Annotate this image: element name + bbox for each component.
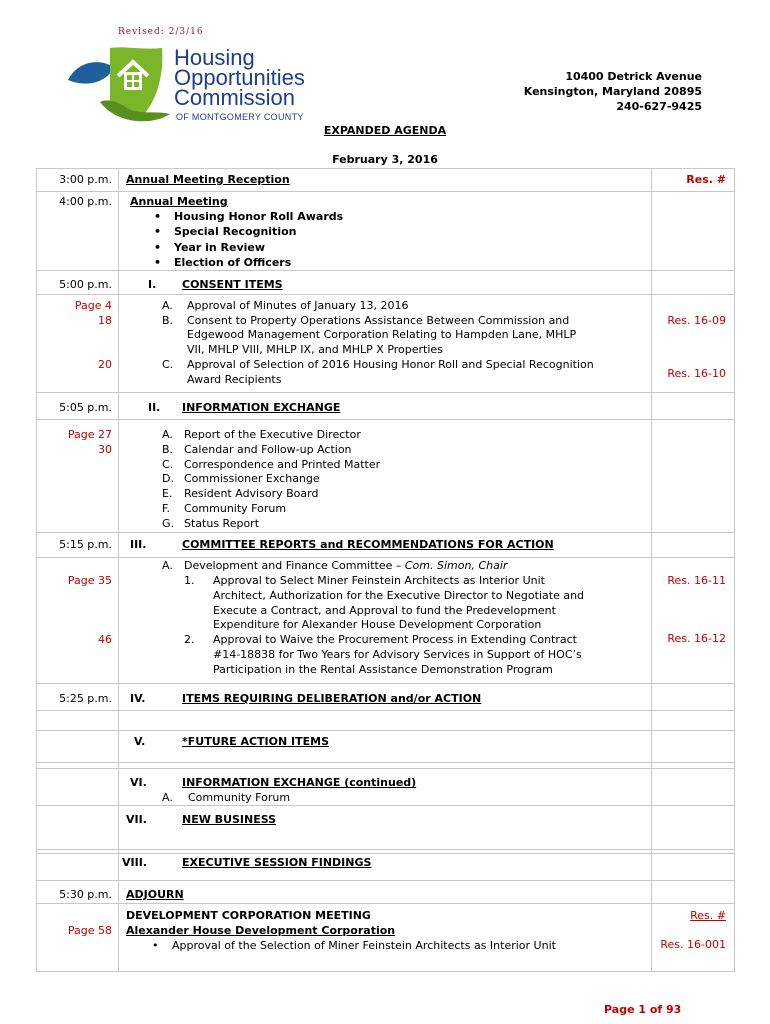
time-reception: 3:00 p.m. [59, 173, 112, 186]
res-number: Res. 16-11 [667, 574, 726, 587]
logo-line-commission: Commission [174, 85, 296, 110]
reception-label: Annual Meeting Reception [126, 173, 290, 186]
consent-item: Approval of Selection of 2016 Housing Honor Roll and Special Recognition [187, 358, 594, 371]
committee-item: Participation in the Rental Assistance Demonstration Program [213, 663, 553, 676]
section-num: VIII. [122, 856, 147, 869]
annual-item: • Housing Honor Roll Awards [174, 209, 343, 224]
item-letter: D. [162, 472, 174, 485]
info-item: Commissioner Exchange [184, 472, 320, 485]
section-num: I. [148, 278, 157, 291]
time-adjourn: 5:30 p.m. [59, 888, 112, 901]
address-street: 10400 Detrick Avenue [565, 70, 702, 83]
address-city: Kensington, Maryland 20895 [523, 85, 702, 98]
logo-line-housing: Housing [174, 45, 255, 70]
page-ref: Page 35 [67, 574, 112, 587]
agenda-date: February 3, 2016 [332, 153, 438, 166]
res-number: Res. 16-09 [667, 314, 726, 327]
info-item: Calendar and Follow-up Action [184, 443, 352, 456]
committee-name: Development and Finance Committee – [184, 559, 405, 572]
table-divider-res [651, 168, 652, 972]
page-ref: 30 [98, 443, 112, 456]
info-item: Report of the Executive Director [184, 428, 361, 441]
agenda-title: EXPANDED AGENDA [323, 124, 447, 137]
section-num: II. [148, 401, 161, 414]
row-rule [36, 683, 735, 684]
consent-item: VII, MHLP VIII, MHLP IX, and MHLP X Properties [187, 343, 443, 356]
devcorp-subheading: Alexander House Development Corporation [126, 924, 396, 937]
section-num: VII. [126, 813, 147, 826]
row-rule [36, 710, 735, 711]
future-heading: *FUTURE ACTION ITEMS [182, 735, 329, 748]
info2-heading: INFORMATION EXCHANGE (continued) [182, 776, 417, 789]
time-annual: 4:00 p.m. [59, 195, 112, 208]
item-letter: C. [162, 358, 174, 371]
res-header: Res. # [686, 173, 726, 186]
committee-item: #14-18838 for Two Years for Advisory Services in Support of HOC’s [213, 648, 582, 661]
page-ref: Page 4 [74, 299, 112, 312]
adjourn-label: ADJOURN [126, 888, 184, 901]
annual-label: Annual Meeting [130, 195, 228, 208]
res-number: Res. 16-10 [667, 367, 726, 380]
item-letter: C. [162, 458, 174, 471]
consent-item: Award Recipients [187, 373, 282, 386]
page-ref: Page 58 [67, 924, 112, 937]
info-item: Community Forum [184, 502, 287, 515]
row-rule [36, 419, 735, 420]
item-letter: A. [162, 299, 173, 312]
exec-heading: EXECUTIVE SESSION FINDINGS [182, 856, 372, 869]
row-rule [36, 532, 735, 533]
item-letter: A. [162, 428, 173, 441]
address-block [524, 69, 702, 114]
newbiz-heading: NEW BUSINESS [182, 813, 277, 826]
row-rule [36, 762, 735, 763]
row-rule [36, 294, 735, 295]
committee-item: Approval to Select Miner Feinstein Architects as Interior Unit [213, 574, 545, 587]
page-number: Page 1 of 93 [604, 1003, 682, 1016]
item-number: 2. [184, 633, 195, 646]
time-committee: 5:15 p.m. [59, 538, 112, 551]
consent-item: Edgewood Management Corporation Relating to Hampden Lane, MHLP [187, 328, 577, 341]
page-ref: Page 27 [67, 428, 112, 441]
item-letter: A. [162, 791, 173, 804]
revised-date: Revised: 2/3/16 [118, 27, 204, 37]
committee-item: Architect, Authorization for the Executive Director to Negotiate and [213, 589, 585, 602]
logo-county: OF MONTGOMERY COUNTY [176, 112, 304, 122]
res-number: Res. 16-12 [667, 632, 726, 645]
item-letter: A. [162, 559, 173, 572]
section-num: VI. [130, 776, 147, 789]
consent-item: Consent to Property Operations Assistance Between Commission and [187, 314, 570, 327]
info-item: Correspondence and Printed Matter [184, 458, 381, 471]
committee-heading: COMMITTEE REPORTS and RECOMMENDATIONS FOR ACTION [182, 538, 554, 551]
logo-leaf-icon [66, 42, 176, 126]
row-rule [36, 392, 735, 393]
devcorp-item: • Approval of the Selection of Miner Feinstein Architects as Interior Unit [172, 938, 556, 953]
res-number: Res. 16-001 [660, 938, 726, 951]
time-consent: 5:00 p.m. [59, 278, 112, 291]
consent-item: Approval of Minutes of January 13, 2016 [187, 299, 409, 312]
committee-item: Expenditure for Alexander House Development Corporation [213, 618, 542, 631]
hoc-logo [66, 42, 366, 126]
info-item: Status Report [184, 517, 260, 530]
item-letter: E. [162, 487, 173, 500]
page-ref: 46 [98, 633, 112, 646]
row-rule [36, 768, 735, 769]
committee-item: Execute a Contract, and Approval to fund the Predevelopment [213, 604, 556, 617]
committee-chair: Com. Simon, Chair [404, 559, 508, 572]
committee-item: Approval to Waive the Procurement Process in Extending Contract [213, 633, 577, 646]
row-rule [36, 730, 735, 731]
logo-wordmark [174, 45, 305, 110]
page-ref: 18 [98, 314, 112, 327]
row-rule [36, 903, 735, 904]
time-deliberation: 5:25 p.m. [59, 692, 112, 705]
info2-item: Community Forum [188, 791, 291, 804]
devcorp-heading: DEVELOPMENT CORPORATION MEETING [126, 909, 371, 922]
row-rule [36, 191, 735, 192]
address-phone: 240-627-9425 [616, 100, 702, 113]
row-rule [36, 805, 735, 806]
info-item: Resident Advisory Board [184, 487, 319, 500]
info-heading: INFORMATION EXCHANGE [182, 401, 341, 414]
item-letter: B. [162, 443, 174, 456]
annual-item: • Year in Review [174, 240, 265, 255]
row-rule [36, 880, 735, 881]
section-num: V. [134, 735, 146, 748]
annual-item: • Election of Officers [174, 255, 291, 270]
table-divider-time [118, 168, 119, 972]
row-rule [36, 270, 735, 271]
res-header: Res. # [690, 909, 726, 922]
item-number: 1. [184, 574, 195, 587]
section-num: III. [130, 538, 147, 551]
item-letter: F. [162, 502, 171, 515]
logo-line-opportunities: Opportunities [174, 65, 305, 90]
section-num: IV. [130, 692, 146, 705]
deliberation-heading: ITEMS REQUIRING DELIBERATION and/or ACTION [182, 692, 482, 705]
row-rule [36, 849, 735, 850]
page-ref: 20 [98, 358, 112, 371]
committee-subheading [184, 558, 507, 573]
annual-item: • Special Recognition [174, 224, 296, 239]
consent-heading: CONSENT ITEMS [182, 278, 283, 291]
row-rule [36, 853, 735, 854]
time-info: 5:05 p.m. [59, 401, 112, 414]
item-letter: B. [162, 314, 174, 327]
item-letter: G. [162, 517, 175, 530]
